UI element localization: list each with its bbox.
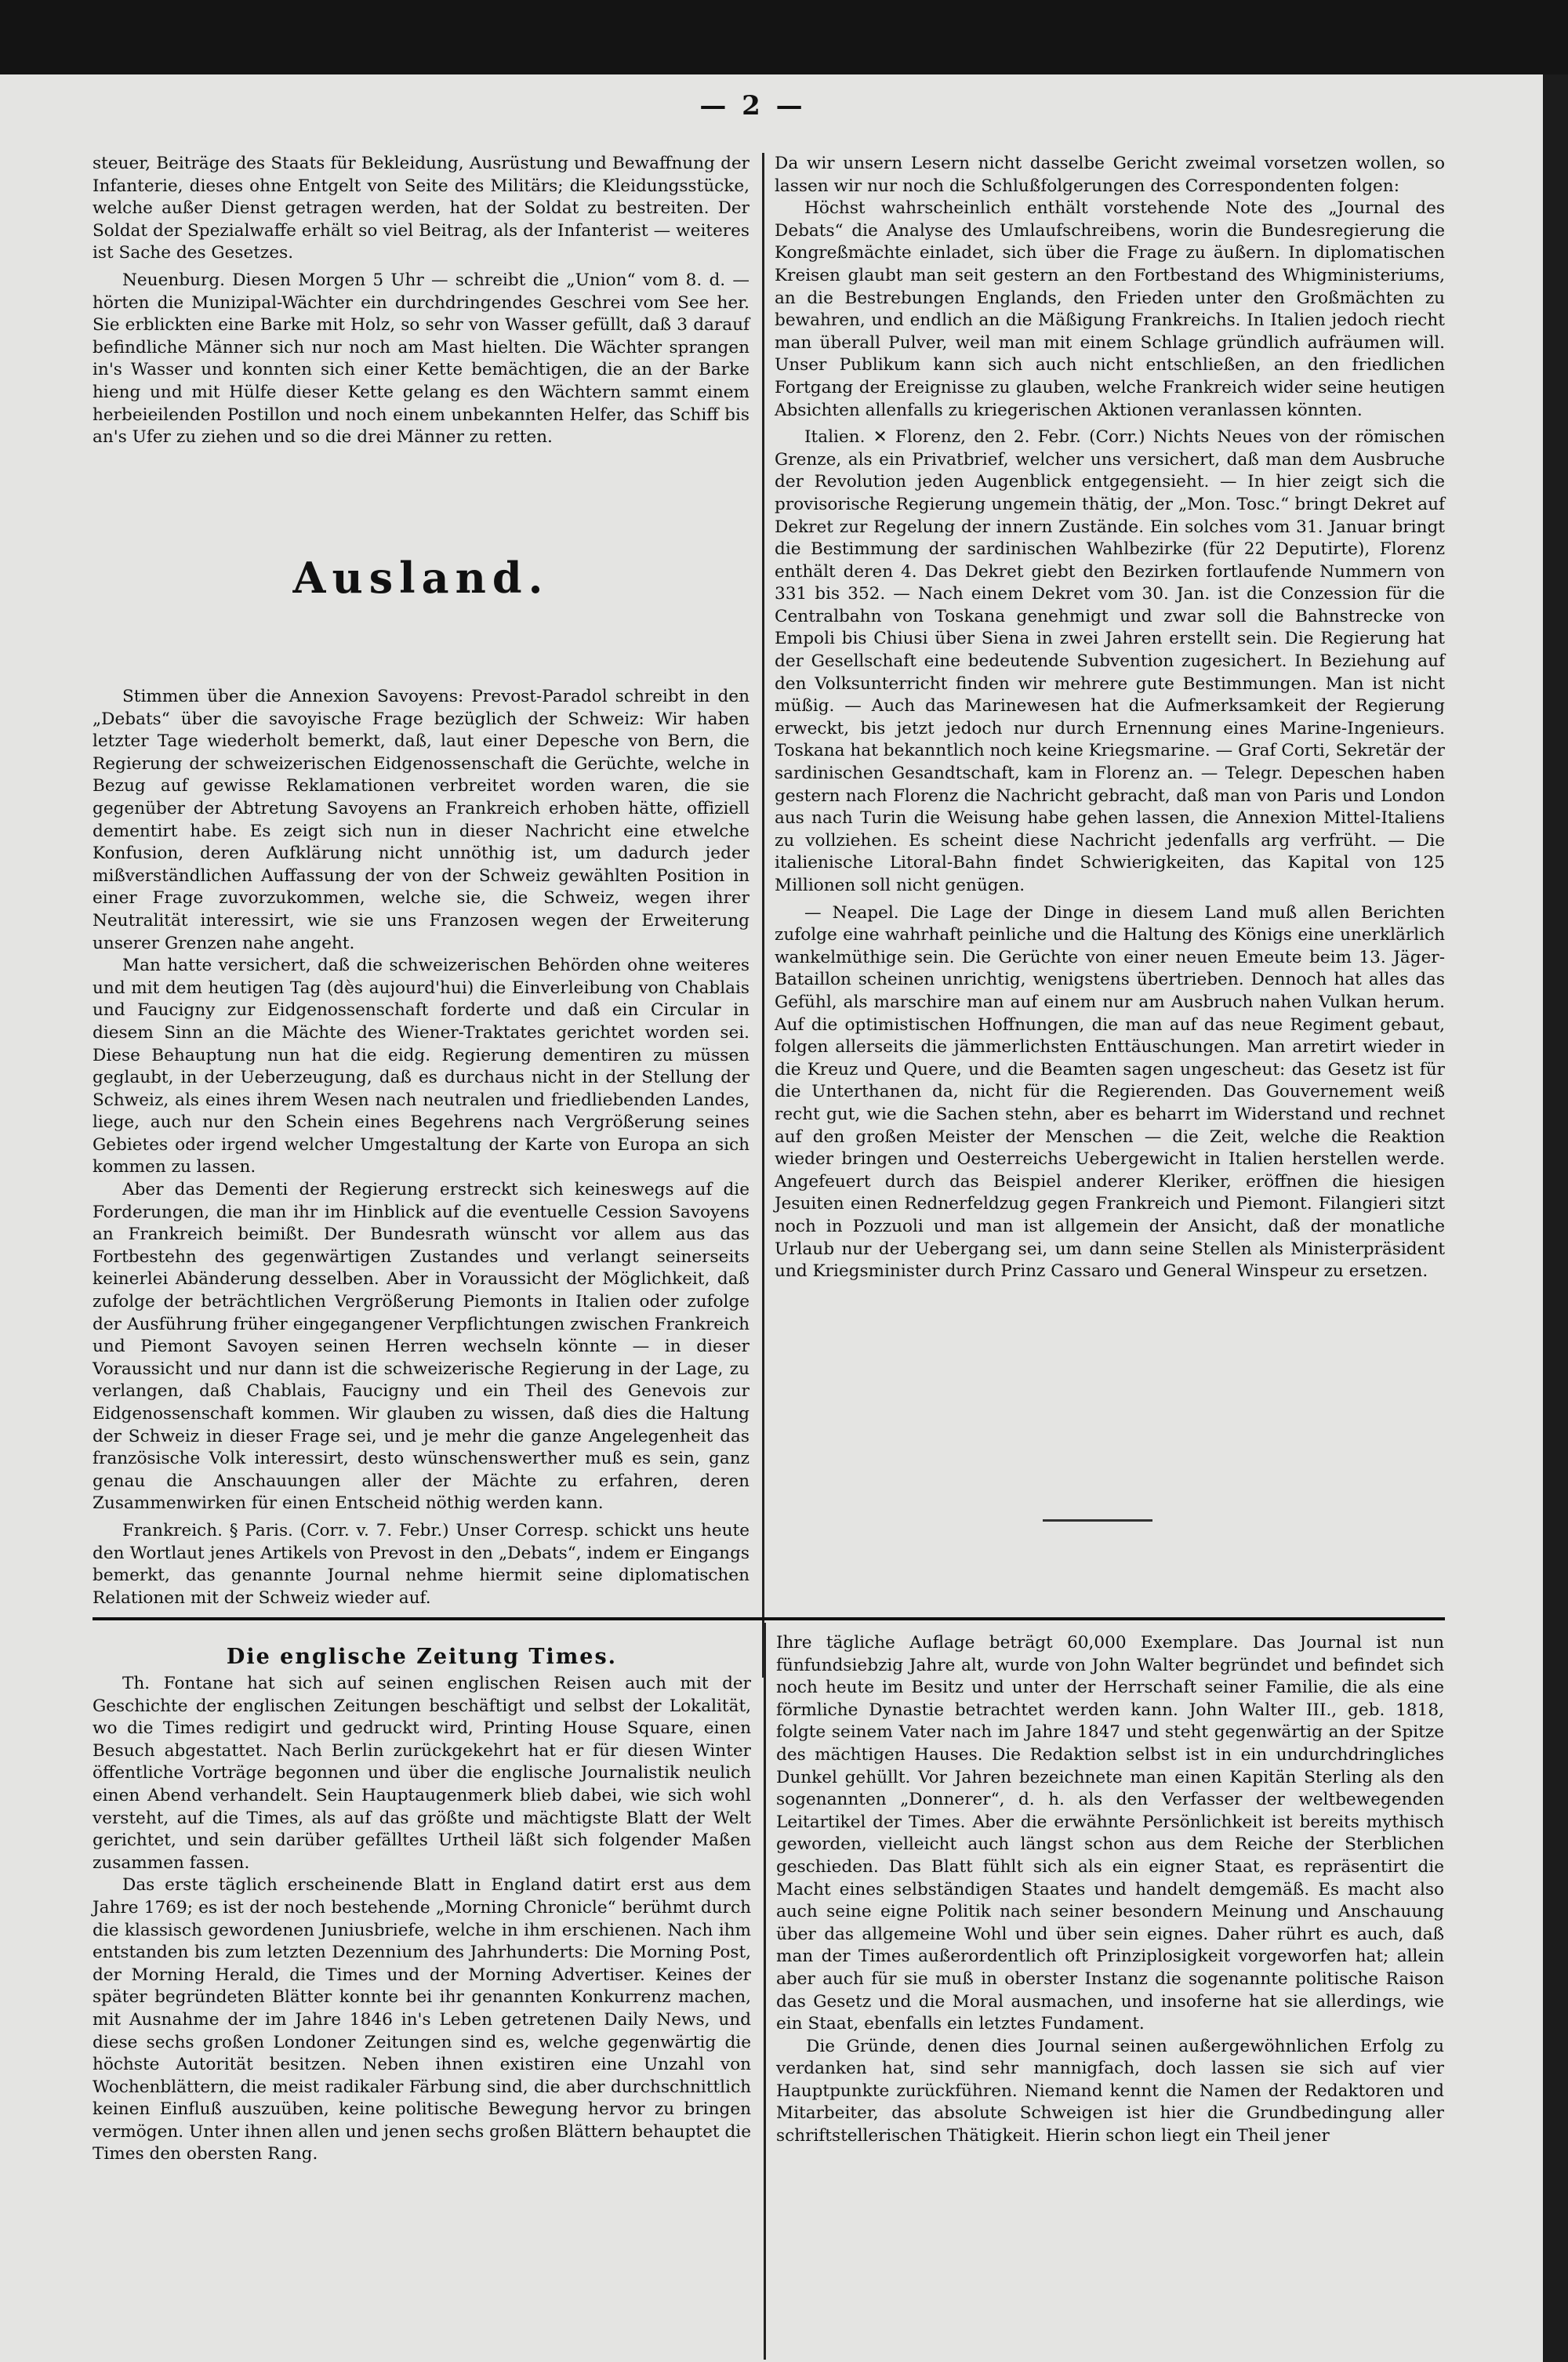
article-title: Die englische Zeitung Times. (226, 1645, 618, 1669)
feuilleton-rule (93, 1617, 1445, 1620)
paragraph: Neuenburg. Diesen Morgen 5 Uhr — schreibt die „Union“ vom 8. d. — hörten die Munizipal-Wächter ein durchdringendes Geschrei vom See her. Sie erblickten eine Barke mit Holz, so sehr von Wasser gefüllt, daß 3 darauf befindliche Männer sich nur noch am Mast hielten. Die Wächter sprangen in's Wasser und konnten sich einer Kette bemächtigen, die an der Barke hieng und mit Hülfe dieser Kette gelang es den Wächtern sammt einem herbeieilenden Postillon und noch einem unbekannten Helfer, das Schiff bis an's Ufer zu ziehen und so die drei Männer zu retten. (93, 270, 750, 448)
paragraph: Die Gründe, denen dies Journal seinen außergewöhnlichen Erfolg zu verdanken hat, sind sehr mannigfach, doch lassen sie sich auf vier Hauptpunkte zurückführen. Niemand kennt die Namen der Redaktoren und Mitarbeiter, das absolute Schweigen ist hier die Grundbedingung aller schriftstellerischen Thätigkeit. Hierin schon liegt ein Theil jener (776, 2036, 1444, 2146)
column-divider (762, 153, 764, 1678)
newspaper-page (0, 74, 1543, 2362)
section-heading-ausland: Ausland. (292, 553, 550, 603)
column-right-top (775, 153, 1445, 1283)
paragraph: Das erste täglich erscheinende Blatt in England datirt erst aus dem Jahre 1769; es ist der noch bestehende „Morning Chronicle“ berühmt durch die klassisch gewordenen Juniusbriefe, welche in ihm erschienen. Nach ihm entstanden bis zum letzten Dezennium des Jahrhunderts: Die Morning Post, der Morning Herald, die Times und der Morning Advertiser. Keines der später begründeten Blätter konnte bei ihr genannten Konkurrenz machen, mit Ausnahme der im Jahre 1846 in's Leben getretenen Daily News, und diese sechs großen Londoner Zeitungen sind es, welche gegenwärtig die höchste Autorität besitzen. Neben ihnen existiren eine Unzahl von Wochenblättern, die meist radikaler Färbung sind, die aber durchschnittlich keinen Einfluß auszuüben, keine politische Bewegung hervor zu bringen vermögen. Unter ihnen allen und jenen sechs großen Blättern behauptet die Times den obersten Rang. (93, 1875, 751, 2164)
paragraph: Höchst wahrscheinlich enthält vorstehende Note des „Journal des Debats“ die Analyse des Umlaufschreibens, worin die Bundesregierung die Kongreßmächte einladet, sich über die Frage zu äußern. In diplomatischen Kreisen glaubt man seit gestern an den Fortbestand des Whigministeriums, an die Bestrebungen Englands, den Frieden unter den Großmächten zu bewahren, und endlich an die Mäßigung Frankreichs. In Italien jedoch riecht man überall Pulver, weil man mit einem Schlage gründlich aufräumen will. Unser Publikum kann sich auch nicht entschließen, an den friedlichen Fortgang der Ereignisse zu glauben, welche Frankreich wider seine heutigen Absichten allenfalls zu kriegerischen Aktionen veranlassen könnten. (775, 198, 1445, 420)
paragraph: steuer, Beiträge des Staats für Bekleidung, Ausrüstung und Bewaffnung der Infanterie, dieses ohne Entgelt von Seite des Militärs; die Kleidungsstücke, welche außer Dienst getragen werden, hat der Soldat zu bestreiten. Der Soldat der Spezialwaffe erhält so viel Beitrag, als der Infanterist — weiteres ist Sache des Gesetzes. (93, 154, 750, 263)
paragraph: Da wir unsern Lesern nicht dasselbe Gericht zweimal vorsetzen wollen, so lassen wir nur noch die Schlußfolgerungen des Correspondenten folgen: (775, 154, 1445, 196)
short-divider (1043, 1519, 1152, 1522)
column-divider (764, 1623, 766, 2360)
scan-top-border (0, 0, 1568, 74)
paragraph: Frankreich. § Paris. (Corr. v. 7. Febr.) Unser Corresp. schickt uns heute den Wortlaut jenes Artikels von Prevost in den „Debats“, indem er Eingangs bemerkt, das genannte Journal nehme hiermit seine diplomatischen Relationen mit der Schweiz wieder auf. (93, 1520, 750, 1608)
paragraph: Aber das Dementi der Regierung erstreckt sich keineswegs auf die Forderungen, die man ihr im Hinblick auf die eventuelle Cession Savoyens an Frankreich beimißt. Der Bundesrath wünscht vor allem aus das Fortbestehn des gegenwärtigen Zustandes und verlangt seinerseits keinerlei Abänderung desselben. Aber in Voraussicht der Möglichkeit, daß zufolge der beträchtlichen Vergrößerung Piemonts in Italien oder zufolge der Ausführung früher eingegangener Verpflichtungen zwischen Frankreich und Piemont Savoyen seinen Herren wechseln könnte — in dieser Voraussicht und nur dann ist die schweizerische Regierung in der Lage, zu verlangen, daß Chablais, Faucigny und ein Theil des Genevois zur Eidgenossenschaft kommen. Wir glauben zu wissen, daß dies die Haltung der Schweiz in dieser Frage sei, und je mehr die ganze Angelegenheit das französische Volk interessirt, desto wünschenswerther muß es sein, ganz genau die Anschauungen aller der Mächte zu erfahren, deren Zusammenwirken für einen Entscheid nöthig werden kann. (93, 1180, 750, 1514)
paragraph: Ihre tägliche Auflage beträgt 60,000 Exemplare. Das Journal ist nun fünfundsiebzig Jahre alt, wurde von John Walter begründet und befindet sich noch heute im Besitz und unter der Herrschaft seiner Familie, die als eine förmliche Dynastie betrachtet werden kann. John Walter III., geb. 1818, folgte seinem Vater nach im Jahre 1847 und steht gegenwärtig an der Spitze des mächtigen Hauses. Die Redaktion selbst ist in ein undurchdringliches Dunkel gehüllt. Vor Jahren bezeichnete man einen Kapitän Sterling als den sogenannten „Donnerer“, d. h. als den Verfasser der weltbewegenden Leitartikel der Times. Aber die erwähnte Persönlichkeit ist bereits mythisch geworden, vielleicht auch längst schon aus dem Reiche der Sterblichen geschieden. Das Blatt fühlt sich als ein eigner Staat, es repräsentirt die Macht eines selbständigen Staates und handelt demgemäß. Es macht also auch seine eigne Politik nach seiner besondern Meinung und Anschauung über das allgemeine Wohl und über sein eignes. Daher rührt es auch, daß man der Times außerordentlich oft Prinziplosigkeit vorgeworfen hat; allein aber auch für sie muß in oberster Instanz die sogenannte politische Raison das Gesetz und die Moral ausmachen, und insoferne hat sie allerdings, wie ein Staat, ebenfalls ein letztes Fundament. (776, 1633, 1444, 2034)
paragraph: Th. Fontane hat sich auf seinen englischen Reisen auch mit der Geschichte der englischen Zeitungen beschäftigt und selbst der Lokalität, wo die Times redigirt und gedruckt wird, Printing House Square, einen Besuch abgestattet. Nach Berlin zurückgekehrt hat er für diesen Winter öffentliche Vorträge begonnen und über die englische Journalistik neulich einen Abend verhandelt. Sein Hauptaugenmerk blieb dabei, wie sich wohl versteht, auf die Times, als auf das größte und mächtigste Blatt der Welt gerichtet, und sein darüber gefälltes Urtheil läßt sich folgender Maßen zusammen fassen. (93, 1674, 751, 1873)
paragraph: — Neapel. Die Lage der Dinge in diesem Land muß allen Berichten zufolge eine wahrhaft peinliche und die Haltung des Königs eine unerklärlich wankelmüthige sein. Die Gerüchte von einer neuen Emeute beim 13. Jäger-Bataillon scheinen unrichtig, wenigstens übertrieben. Dennoch hat alles das Gefühl, als marschire man auf einem nur am Ausbruch nahen Vulkan herum. Auf die optimistischen Hoffnungen, die man auf das neue Regiment gebaut, folgen allerseits die jämmerlichsten Enttäuschungen. Man arretirt wieder in die Kreuz und Quere, und die Beamten sagen ungescheut: das Gesetz ist für die Unterthanen da, nicht für die Regierenden. Das Gouvernement weiß recht gut, wie die Sachen stehn, aber es beharrt im Widerstand und rechnet auf den großen Meister der Menschen — die Zeit, welche die Reaktion wieder bringen und Oesterreichs Uebergewicht in Italien herstellen werde. Angefeuert durch das Beispiel anderer Kleriker, eröffnen die hiesigen Jesuiten einen Rednerfeldzug gegen Frankreich und Piemont. Filangieri sitzt noch in Pozzuoli und man ist allgemein der Ansicht, daß der monatliche Urlaub nur der Uebergang sei, um dann seine Stellen als Ministerpräsident und Kriegsminister durch Prinz Cassaro und General Winspeur zu ersetzen. (775, 902, 1445, 1282)
paragraph: Man hatte versichert, daß die schweizerischen Behörden ohne weiteres und mit dem heutigen Tag (dès aujourd'hui) die Einverleibung von Chablais und Faucigny zur Eidgenossenschaft forderte und daß ein Circular in diesem Sinn an die Mächte des Wiener-Traktates gerichtet worden sei. Diese Behauptung nun hat die eidg. Regierung dementiren zu müssen geglaubt, in der Ueberzeugung, daß es durchaus nicht in der Stellung der Schweiz, als eines ihrem Wesen nach neutralen und friedliebenden Landes, liege, auch nur den Schein eines Begehrens nach Vergrößerung seines Gebietes oder irgend welcher Umgestaltung der Karte von Europa an sich kommen zu lassen. (93, 956, 750, 1177)
paragraph: Stimmen über die Annexion Savoyens: Prevost-Paradol schreibt in den „Debats“ über die savoyische Frage bezüglich der Schweiz: Wir haben letzter Tage wiederholt bemerkt, daß, laut einer Depesche von Bern, die Regierung der schweizerischen Eidgenossenschaft die Gerüchte, welche in Bezug auf gewisse Reklamationen verbreitet worden waren, die sie gegenüber der Abtretung Savoyens an Frankreich erhoben hätte, offiziell dementirt habe. Es zeigt sich nun in dieser Nachricht eine etwelche Konfusion, deren Aufklärung nicht unnöthig ist, um dadurch jeder mißverständlichen Auffassung der von der Schweiz gewählten Position in einer Frage zuvorzukommen, welche sie, die Schweiz, wegen ihrer Neutralität interessirt, wie sie uns Franzosen wegen der Erweiterung unserer Grenzen nahe angeht. (93, 687, 750, 953)
column-left-middle (93, 686, 750, 1609)
scan-right-border (1543, 74, 1568, 2362)
column-left-top (93, 153, 750, 449)
page-number: — 2 — (699, 90, 806, 122)
column-bottom-right (776, 1632, 1444, 2148)
paragraph: Italien. ✕ Florenz, den 2. Febr. (Corr.) Nichts Neues von der römischen Grenze, als ein Privatbrief, welcher uns versichert, daß man dem Ausbruche der Revolution jeden Augenblick entgegensieht. — In hier zeigt sich die provisorische Regierung ungemein thätig, der „Mon. Tosc.“ bringt Dekret auf Dekret zur Regelung der innern Zustände. Ein solches vom 31. Januar bringt die Bestimmung der sardinischen Wahlbezirke (für 22 Deputirte), Florenz enthält deren 4. Das Dekret giebt den Bezirken fortlaufende Nummern von 331 bis 352. — Nach einem Dekret vom 30. Jan. ist die Conzession für die Centralbahn von Toskana genehmigt und zwar soll die Bahnstrecke von Empoli bis Chiusi über Siena in zwei Jahren erstellt sein. Die Regierung hat der Gesellschaft eine bedeutende Subvention zugesichert. In Beziehung auf den Volksunterricht finden wir mehrere gute Bestimmungen. Man ist nicht müßig. — Auch das Marinewesen hat die Aufmerksamkeit der Regierung erweckt, bis jetzt jedoch nur durch Ernennung eines Marine-Ingenieurs. Toskana hat bekanntlich noch keine Kriegsmarine. — Graf Corti, Sekretär der sardinischen Gesandtschaft, kam in Florenz an. — Telegr. Depeschen haben gestern nach Florenz die Nachricht gebracht, daß man von Paris und London aus nach Turin die Weisung habe gehen lassen, die Annexion Mittel-Italiens zu vollziehen. Es scheint diese Nachricht jedenfalls arg verfrüht. — Die italienische Litoral-Bahn findet Schwierigkeiten, das Kapital von 125 Millionen soll nicht genügen. (775, 427, 1445, 895)
